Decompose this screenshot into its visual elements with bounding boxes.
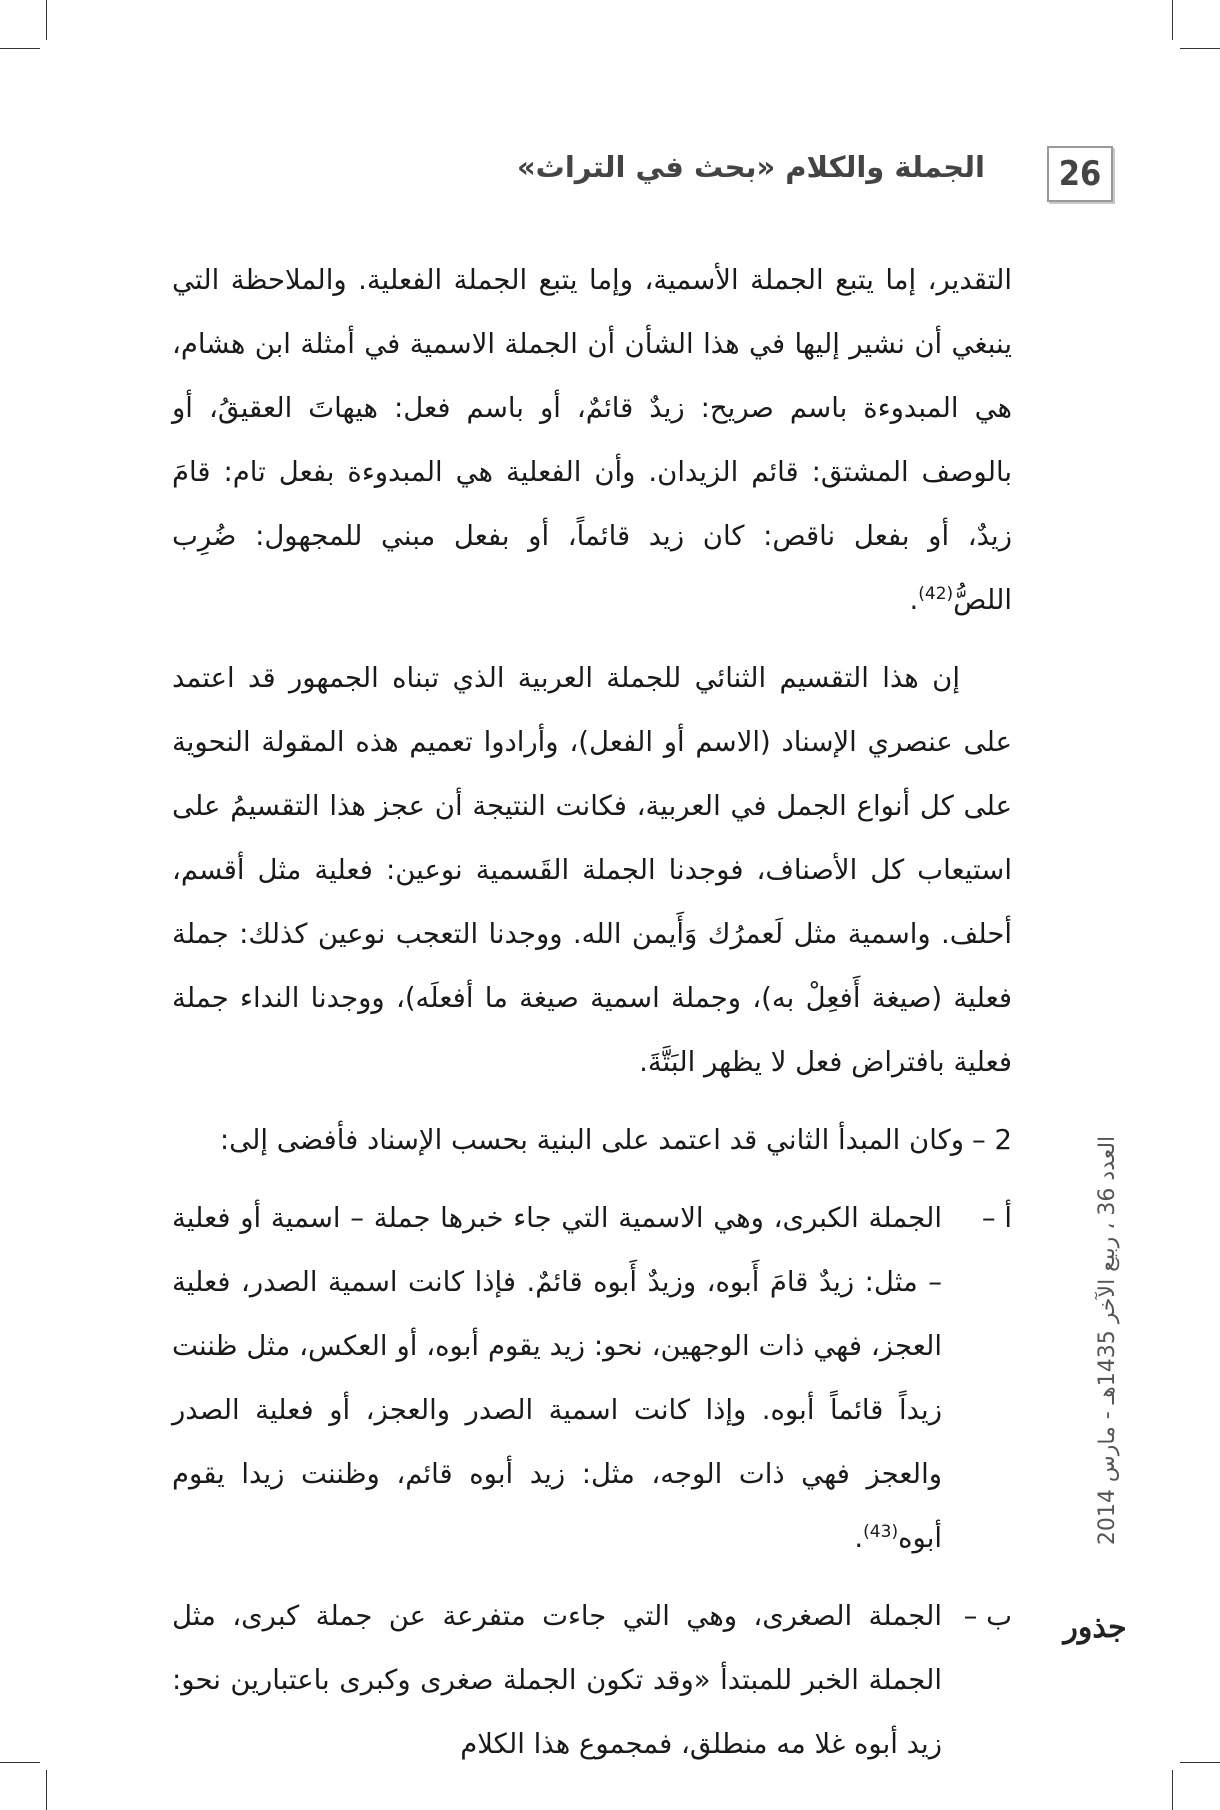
- paragraph: إن هذا التقسيم الثنائي للجملة العربية الذي تبناه الجمهور قد اعتمد على عنصري الإسناد (الاسم أو الفعل)، وأرادوا تعميم هذه المقولة النحوية على كل أنواع الجمل في العربية، فكانت النتيجة أن عجز هذا التقسيمُ على استيعاب كل الأصناف، فوجدنا الجملة القَسمية نوعين: فعلية مثل أقسم، أحلف. واسمية مثل لَعمرُك وَأَيمن الله. ووجدنا التعجب نوعين كذلك: جملة فعلية (صيغة أَفعِلْ به)، وجملة اسمية صيغة ما أفعلَه)، ووجدنا النداء جملة فعلية بافتراض فعل لا يظهر البَتَّةَ.: [172, 662, 1012, 1078]
- crop-mark: [1172, 1770, 1173, 1810]
- crop-mark: [1172, 0, 1173, 40]
- sub-item-text: [172, 1186, 942, 1570]
- page-number: [1047, 146, 1113, 202]
- issue-info: [1088, 1135, 1128, 1545]
- item-marker: 2 –: [972, 1124, 1012, 1156]
- issue-info-text: العدد 36 ، ربيع الآخر 1435هـ - مارس 2014: [1095, 1135, 1121, 1545]
- paragraph-text: التقدير، إما يتبع الجملة الأسمية، وإما يتبع الجملة الفعلية. والملاحظة التي ينبغي أن نشير إليها في هذا الشأن أن الجملة الاسمية في أمثلة ابن هشام، هي المبدوءة باسم صريح: زيدٌ قائمٌ، أو باسم فعل: هيهاتَ العقيقُ، أو بالوصف المشتق: قائم الزيدان. وأن الفعلية هي المبدوءة بفعل تام: قامَ زيدٌ، أو بفعل ناقص: كان زيد قائماً، أو بفعل مبني للمجهول: ضُرِب اللصُّ: [172, 264, 1012, 616]
- sentence-end: .: [854, 1522, 864, 1554]
- article-body: [172, 248, 1012, 1790]
- sub-item: [172, 1186, 1012, 1570]
- crop-mark: [46, 1770, 47, 1810]
- footnote-ref: (43): [863, 1521, 899, 1542]
- footnote-ref: (42): [918, 583, 954, 604]
- numbered-item: [172, 1108, 1012, 1172]
- sub-item-marker: أ –: [981, 1202, 1012, 1234]
- item-text: وكان المبدأ الثاني قد اعتمد على البنية بحسب الإسناد فأفضى إلى:: [219, 1124, 964, 1156]
- sub-item-body: الجملة الكبرى، وهي الاسمية التي جاء خبرها جملة – اسمية أو فعلية – مثل: زيدٌ قامَ أَبوه، وزيدٌ أَبوه قائمٌ. فإذا كانت اسمية الصدر، فعلية العجز، فهي ذات الوجهين، نحو: زيد يقوم أبوه، أو العكس، مثل ظننت زيداً قائماً أبوه. وإذا كانت اسمية الصدر والعجز، أو فعلية الصدر والعجز فهي ذات الوجه، مثل: زيد أبوه قائم، وظننت زيدا يقوم أبوه: [172, 1202, 942, 1554]
- crop-mark: [1180, 1762, 1220, 1763]
- crop-mark: [0, 1762, 40, 1763]
- page-number-text: 26: [1058, 154, 1102, 194]
- crop-mark: [46, 0, 47, 40]
- crop-mark: [0, 48, 40, 49]
- sub-item-marker: ب –: [963, 1600, 1012, 1632]
- sentence-end: .: [909, 584, 919, 616]
- sub-item-text: الجملة الصغرى، وهي التي جاءت متفرعة عن جملة كبرى، مثل الجملة الخبر للمبتدأ «وقد تكون الجملة صغرى وكبرى باعتبارين نحو: زيد أبوه غلا مه منطلق، فمجموع هذا الكلام: [172, 1600, 942, 1760]
- running-title: الجملة والكلام «بحث في التراث»: [516, 150, 985, 184]
- sub-list: [172, 1186, 1012, 1776]
- journal-logo: جذور: [1063, 1610, 1127, 1645]
- paragraph: [172, 248, 1012, 632]
- sub-item: [172, 1584, 1012, 1776]
- crop-mark: [1180, 48, 1220, 49]
